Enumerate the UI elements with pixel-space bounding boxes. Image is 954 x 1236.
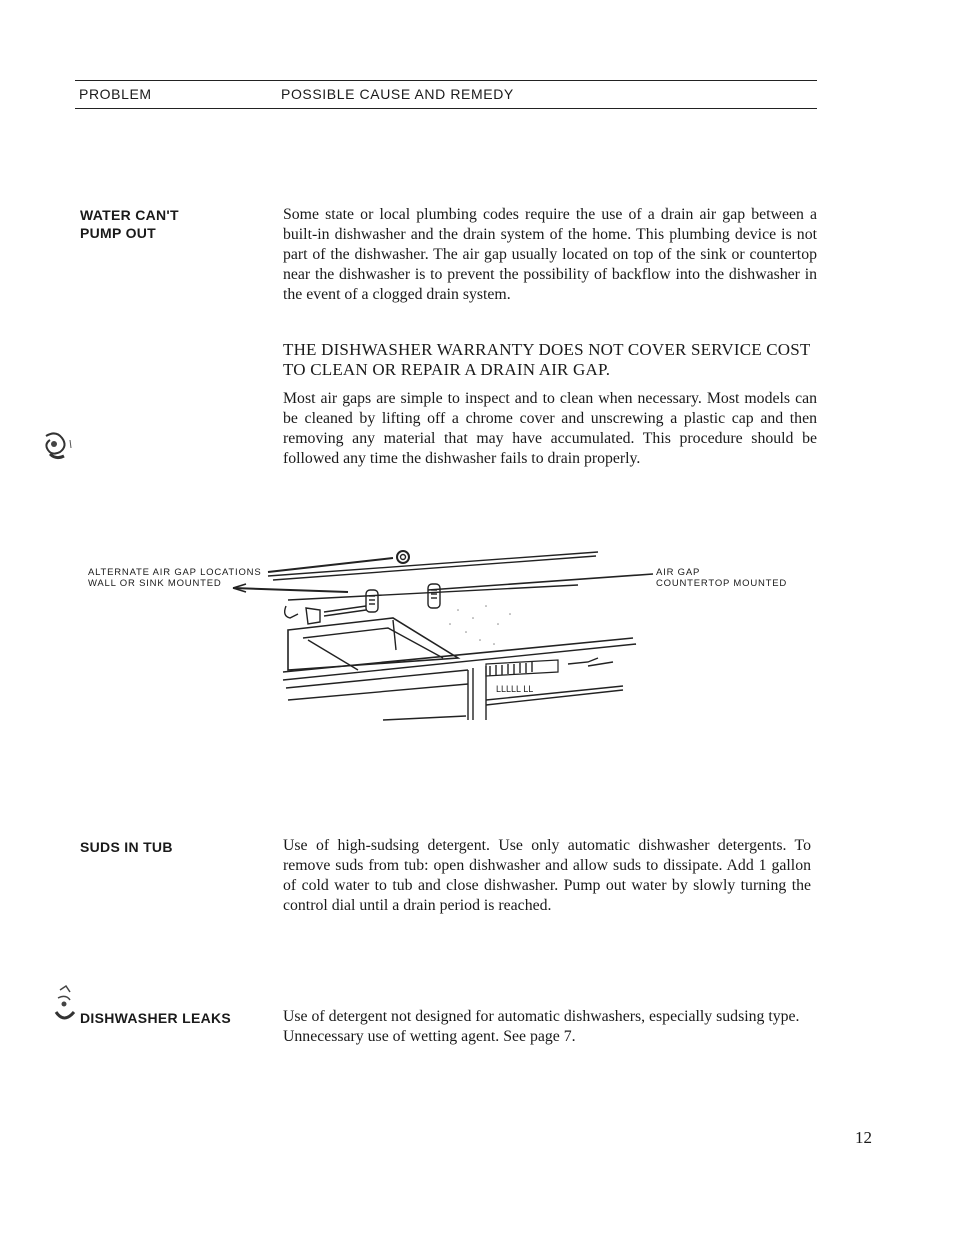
header-problem: PROBLEM	[79, 86, 152, 102]
header-cause-remedy: POSSIBLE CAUSE AND REMEDY	[281, 86, 514, 102]
page-number: 12	[855, 1128, 872, 1147]
air-gap-illustration	[228, 540, 658, 725]
alt-label-line2: WALL OR SINK MOUNTED	[88, 578, 222, 589]
svg-text:LLLLL LL: LLLLL LL	[496, 684, 534, 694]
problem-title-line2: PUMP OUT	[80, 225, 157, 241]
pump-out-paragraph-2: Most air gaps are simple to inspect and to clean when necessary. Most models can be cleaned by lifting off a chrome cover and unscrewing a plastic cap and then removing any material that may have accumulated. This procedure should be followed any time the dishwasher fails to drain properly.	[283, 390, 817, 467]
problem-title-line1: WATER CAN'T	[80, 207, 179, 223]
leaks-paragraph: Use of detergent not designed for automatic dishwashers, especially sudsing type. Unnecessary use of wetting agent. See page 7.	[283, 1008, 800, 1045]
margin-scan-mark-icon	[52, 984, 82, 1024]
suds-paragraph: Use of high-sudsing detergent. Use only automatic dishwasher detergents. To remove suds from tub: open dishwasher and allow suds to dissipate. Add 1 gallon of cold water to tub and close dishwasher. Pump out water by slowly turning the control dial until a drain period is reached.	[283, 837, 811, 914]
problem-suds-in-tub: SUDS IN TUB	[80, 839, 173, 855]
alt-label-line1: ALTERNATE AIR GAP LOCATIONS	[88, 567, 262, 578]
counter-label-line2: COUNTERTOP MOUNTED	[656, 578, 788, 589]
warranty-warning: THE DISHWASHER WARRANTY DOES NOT COVER SERVICE COST TO CLEAN OR REPAIR A DRAIN AIR GAP.	[283, 340, 811, 379]
header-top-rule	[75, 80, 817, 81]
problem-water-cant-pump-out	[80, 206, 179, 242]
counter-label-line1: AIR GAP	[656, 567, 701, 578]
header-bottom-rule	[75, 108, 817, 109]
pump-out-paragraph-1: Some state or local plumbing codes require the use of a drain air gap between a built-in dishwasher and the drain system of the home. This plumbing device is not part of the dishwasher. The air gap usually located on top of the sink or countertop near the dishwasher is to prevent the possibility of backflow into the dishwasher in the event of a clogged drain system.	[283, 206, 817, 303]
countertop-air-gap-label	[656, 567, 787, 589]
margin-scan-mark-icon	[38, 428, 78, 468]
problem-dishwasher-leaks: DISHWASHER LEAKS	[80, 1010, 232, 1026]
